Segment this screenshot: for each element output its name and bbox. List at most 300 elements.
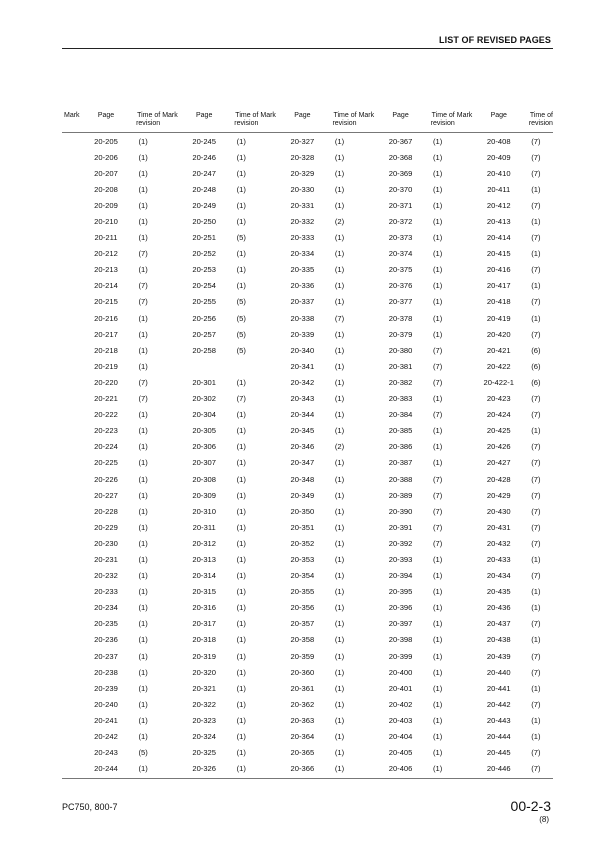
cell-mark (258, 281, 282, 290)
cell-page: 20-317 (192, 619, 217, 629)
cell-page: 20-236 (94, 635, 118, 645)
row-group (258, 362, 356, 371)
cell-page: 20-354 (290, 571, 315, 581)
header-group (160, 112, 258, 128)
cell-mark (62, 410, 86, 419)
cell-mark (357, 652, 381, 661)
cell-time-of-revision: (1) (433, 458, 443, 468)
footer-model: PC750, 800-7 (62, 802, 118, 812)
table-row (62, 680, 553, 696)
cell-time-of-revision: (7) (138, 394, 148, 404)
row-group (160, 700, 258, 709)
cell-page: 20-314 (192, 571, 217, 581)
cell-time-of-revision: (1) (433, 136, 443, 146)
cell-mark (160, 555, 184, 564)
row-group (455, 297, 553, 306)
table-bottom-rule (62, 778, 553, 779)
row-group (455, 716, 553, 725)
cell-mark (455, 587, 479, 596)
table-row (62, 391, 553, 407)
cell-mark (357, 668, 381, 677)
cell-time-of-revision: (1) (236, 619, 246, 629)
table-row (62, 696, 553, 712)
cell-page: 20-422-1 (483, 377, 514, 387)
row-group (455, 426, 553, 435)
row-group (62, 169, 160, 178)
cell-page: 20-374 (388, 249, 413, 259)
row-group (62, 571, 160, 580)
cell-time-of-revision: (1) (433, 683, 443, 693)
row-group (160, 265, 258, 274)
cell-page: 20-388 (388, 474, 413, 484)
cell-mark (62, 748, 86, 757)
row-group (455, 764, 553, 773)
row-group (160, 491, 258, 500)
row-group (455, 668, 553, 677)
header-group (258, 112, 356, 128)
cell-page: 20-418 (486, 297, 511, 307)
cell-mark (62, 507, 86, 516)
cell-time-of-revision: (5) (236, 345, 246, 355)
row-group (62, 249, 160, 258)
cell-mark (455, 716, 479, 725)
cell-mark (357, 507, 381, 516)
table-row (62, 246, 553, 262)
cell-mark (258, 619, 282, 628)
row-group (258, 378, 356, 387)
row-group (357, 668, 455, 677)
cell-mark (258, 265, 282, 274)
cell-time-of-revision: (7) (531, 748, 541, 758)
col-header-time-of-revision (126, 112, 160, 128)
cell-mark (357, 217, 381, 226)
row-group (62, 426, 160, 435)
cell-page: 20-382 (388, 377, 413, 387)
cell-time-of-revision: (1) (334, 522, 345, 532)
row-group (258, 346, 356, 355)
row-group (160, 732, 258, 741)
cell-time-of-revision: (1) (236, 554, 246, 564)
row-group (160, 153, 258, 162)
cell-time-of-revision: (7) (138, 281, 148, 291)
cell-mark (160, 571, 184, 580)
footer-revision: (8) (539, 815, 549, 824)
col-header-time-line2: revision (234, 120, 259, 127)
cell-page: 20-351 (290, 522, 315, 532)
cell-time-of-revision: (1) (236, 474, 246, 484)
cell-time-of-revision: (7) (433, 474, 443, 484)
cell-mark (160, 603, 184, 612)
cell-mark (62, 668, 86, 677)
cell-mark (357, 153, 381, 162)
col-header-time-line2: revision (332, 120, 357, 127)
row-group (455, 732, 553, 741)
table-row (62, 423, 553, 439)
table-row (62, 632, 553, 648)
row-group (62, 185, 160, 194)
cell-page: 20-419 (486, 313, 511, 323)
cell-page: 20-440 (486, 667, 511, 677)
cell-mark (357, 137, 381, 146)
cell-page: 20-246 (192, 152, 217, 162)
row-group (258, 523, 356, 532)
cell-time-of-revision: (1) (138, 571, 148, 581)
cell-page: 20-342 (290, 377, 315, 387)
cell-page: 20-237 (94, 651, 118, 661)
row-group (160, 442, 258, 451)
cell-mark (160, 700, 184, 709)
row-group (62, 748, 160, 757)
cell-page: 20-352 (290, 538, 315, 548)
cell-mark (258, 507, 282, 516)
cell-mark (62, 265, 86, 274)
cell-page: 20-332 (290, 217, 315, 227)
cell-mark (258, 378, 282, 387)
cell-page: 20-415 (486, 249, 511, 259)
cell-page: 20-256 (192, 313, 217, 323)
cell-page: 20-209 (94, 200, 118, 210)
cell-mark (258, 539, 282, 548)
cell-page: 20-337 (290, 297, 315, 307)
cell-mark (258, 668, 282, 677)
cell-mark (62, 153, 86, 162)
header-group (62, 112, 160, 128)
header-group (357, 112, 455, 128)
col-header-mark: Mark (456, 112, 473, 119)
cell-time-of-revision: (1) (138, 732, 148, 742)
cell-mark (160, 426, 184, 435)
cell-time-of-revision: (1) (236, 217, 246, 227)
row-group (357, 652, 455, 661)
cell-page: 20-250 (192, 217, 217, 227)
table-row (62, 728, 553, 744)
cell-page: 20-214 (94, 281, 118, 291)
cell-mark (455, 635, 479, 644)
table-row (62, 600, 553, 616)
cell-mark (258, 555, 282, 564)
cell-time-of-revision: (1) (138, 651, 148, 661)
cell-page: 20-238 (94, 667, 118, 677)
row-group (357, 362, 455, 371)
cell-time-of-revision: (1) (236, 732, 246, 742)
cell-page: 20-441 (486, 683, 511, 693)
header-group (455, 112, 553, 128)
cell-time-of-revision: (1) (334, 136, 345, 146)
row-group (455, 233, 553, 242)
row-group (357, 684, 455, 693)
cell-page: 20-443 (486, 715, 511, 725)
cell-time-of-revision: (1) (236, 603, 246, 613)
row-group (160, 314, 258, 323)
cell-mark (258, 603, 282, 612)
cell-mark (62, 185, 86, 194)
cell-time-of-revision: (1) (138, 152, 148, 162)
cell-mark (357, 603, 381, 612)
cell-page: 20-302 (192, 394, 217, 404)
cell-mark (62, 635, 86, 644)
cell-mark (62, 523, 86, 532)
cell-time-of-revision: (1) (334, 458, 345, 468)
cell-mark (455, 201, 479, 210)
table-row (62, 712, 553, 728)
row-group (160, 539, 258, 548)
row-group (357, 265, 455, 274)
row-group (258, 571, 356, 580)
cell-page: 20-366 (290, 764, 315, 774)
table-row (62, 326, 553, 342)
cell-mark (160, 153, 184, 162)
row-group (357, 153, 455, 162)
cell-time-of-revision: (1) (334, 699, 345, 709)
cell-time-of-revision: (1) (433, 554, 443, 564)
table-row (62, 149, 553, 165)
table-row (62, 648, 553, 664)
cell-time-of-revision: (1) (334, 426, 345, 436)
cell-page: 20-390 (388, 506, 413, 516)
cell-mark (62, 362, 86, 371)
cell-page: 20-442 (486, 699, 511, 709)
cell-page: 20-322 (192, 699, 217, 709)
cell-page: 20-336 (290, 281, 315, 291)
cell-page: 20-212 (94, 249, 118, 259)
cell-time-of-revision: (7) (531, 152, 541, 162)
row-group (455, 458, 553, 467)
row-group (62, 297, 160, 306)
cell-mark (258, 587, 282, 596)
cell-page: 20-384 (388, 410, 413, 420)
row-group (62, 635, 160, 644)
row-group (258, 732, 356, 741)
cell-mark (160, 314, 184, 323)
cell-page: 20-213 (94, 265, 118, 275)
cell-time-of-revision: (7) (433, 522, 443, 532)
cell-time-of-revision: (1) (531, 313, 541, 323)
table-row (62, 535, 553, 551)
cell-time-of-revision: (1) (138, 715, 148, 725)
cell-page: 20-360 (290, 667, 315, 677)
cell-page: 20-431 (486, 522, 511, 532)
cell-mark (357, 394, 381, 403)
cell-time-of-revision: (7) (531, 619, 541, 629)
cell-mark (62, 700, 86, 709)
cell-time-of-revision: (1) (334, 297, 345, 307)
row-group (455, 394, 553, 403)
cell-mark (258, 764, 282, 773)
table-row (62, 358, 553, 374)
row-group (357, 201, 455, 210)
row-group (62, 587, 160, 596)
cell-mark (455, 652, 479, 661)
cell-mark (455, 764, 479, 773)
table-row (62, 439, 553, 455)
cell-page: 20-428 (486, 474, 511, 484)
cell-page: 20-423 (486, 394, 511, 404)
row-group (258, 716, 356, 725)
cell-page: 20-350 (290, 506, 315, 516)
cell-mark (160, 619, 184, 628)
row-group (62, 458, 160, 467)
table-row (62, 294, 553, 310)
cell-time-of-revision: (7) (531, 329, 541, 339)
table-row (62, 519, 553, 535)
cell-time-of-revision: (7) (531, 200, 541, 210)
cell-page: 20-406 (388, 764, 413, 774)
cell-mark (62, 233, 86, 242)
cell-time-of-revision: (1) (334, 667, 345, 677)
row-group (62, 700, 160, 709)
cell-page: 20-343 (290, 394, 315, 404)
cell-mark (357, 684, 381, 693)
cell-time-of-revision: (1) (531, 635, 541, 645)
row-group (455, 330, 553, 339)
cell-time-of-revision: (1) (531, 603, 541, 613)
cell-page: 20-369 (388, 168, 413, 178)
cell-time-of-revision: (1) (236, 377, 246, 387)
cell-mark (62, 426, 86, 435)
cell-page: 20-244 (94, 764, 118, 774)
table-row (62, 374, 553, 390)
cell-time-of-revision: (1) (236, 152, 246, 162)
row-group (62, 732, 160, 741)
cell-page: 20-445 (486, 748, 511, 758)
cell-mark (160, 297, 184, 306)
row-group (357, 217, 455, 226)
cell-time-of-revision: (1) (334, 538, 345, 548)
cell-time-of-revision: (1) (138, 683, 148, 693)
cell-page: 20-377 (388, 297, 413, 307)
row-group (258, 330, 356, 339)
row-group (258, 684, 356, 693)
cell-mark (160, 442, 184, 451)
table-row (62, 213, 553, 229)
row-group (62, 652, 160, 661)
cell-mark (62, 539, 86, 548)
cell-page: 20-329 (290, 168, 315, 178)
cell-mark (455, 137, 479, 146)
cell-page: 20-421 (486, 345, 511, 355)
cell-page: 20-211 (94, 233, 118, 243)
revised-pages-table (62, 108, 553, 779)
cell-page: 20-404 (388, 732, 413, 742)
cell-time-of-revision: (7) (531, 667, 541, 677)
cell-time-of-revision: (1) (433, 715, 443, 725)
cell-page: 20-233 (94, 587, 118, 597)
cell-time-of-revision: (1) (433, 732, 443, 742)
cell-page: 20-408 (486, 136, 511, 146)
cell-time-of-revision: (1) (334, 506, 345, 516)
cell-mark (357, 539, 381, 548)
cell-page: 20-221 (94, 394, 118, 404)
cell-mark (258, 297, 282, 306)
row-group (455, 507, 553, 516)
cell-page: 20-323 (192, 715, 217, 725)
cell-page: 20-425 (486, 426, 511, 436)
cell-page: 20-217 (94, 329, 118, 339)
row-group (455, 169, 553, 178)
cell-time-of-revision: (1) (138, 699, 148, 709)
cell-mark (455, 748, 479, 757)
cell-page: 20-367 (388, 136, 413, 146)
cell-mark (258, 394, 282, 403)
cell-mark (455, 700, 479, 709)
cell-page: 20-364 (290, 732, 315, 742)
cell-page: 20-311 (192, 522, 216, 532)
cell-page: 20-348 (290, 474, 315, 484)
cell-mark (357, 201, 381, 210)
cell-mark (258, 169, 282, 178)
cell-time-of-revision: (1) (138, 233, 148, 243)
cell-mark (455, 169, 479, 178)
cell-time-of-revision: (7) (334, 313, 345, 323)
cell-page: 20-315 (192, 587, 217, 597)
row-group (455, 281, 553, 290)
row-group (62, 491, 160, 500)
cell-mark (62, 732, 86, 741)
cell-mark (62, 346, 86, 355)
cell-mark (160, 458, 184, 467)
cell-page: 20-341 (290, 361, 315, 371)
cell-page: 20-362 (290, 699, 315, 709)
cell-mark (357, 410, 381, 419)
row-group (160, 635, 258, 644)
row-group (258, 426, 356, 435)
cell-mark (62, 330, 86, 339)
cell-time-of-revision: (7) (531, 522, 541, 532)
cell-time-of-revision: (1) (236, 168, 246, 178)
row-group (455, 603, 553, 612)
cell-mark (62, 458, 86, 467)
cell-time-of-revision: (1) (236, 426, 246, 436)
cell-time-of-revision: (1) (334, 361, 345, 371)
row-group (258, 233, 356, 242)
cell-mark (258, 314, 282, 323)
cell-page: 20-410 (486, 168, 511, 178)
page-header-title: LIST OF REVISED PAGES (439, 35, 551, 45)
cell-time-of-revision: (1) (236, 587, 246, 597)
cell-page: 20-401 (388, 683, 413, 693)
cell-mark (160, 539, 184, 548)
row-group (258, 201, 356, 210)
cell-time-of-revision: (6) (531, 361, 541, 371)
table-row (62, 197, 553, 213)
cell-time-of-revision: (1) (334, 651, 345, 661)
cell-time-of-revision: (1) (236, 683, 246, 693)
row-group (62, 378, 160, 387)
cell-mark (357, 491, 381, 500)
row-group (160, 201, 258, 210)
cell-mark (62, 571, 86, 580)
row-group (258, 668, 356, 677)
cell-page: 20-392 (388, 538, 413, 548)
row-group (62, 523, 160, 532)
cell-page: 20-306 (192, 442, 217, 452)
cell-page: 20-243 (94, 748, 118, 758)
row-group (62, 265, 160, 274)
cell-mark (258, 475, 282, 484)
cell-mark (357, 426, 381, 435)
row-group (258, 442, 356, 451)
cell-mark (357, 587, 381, 596)
cell-mark (62, 587, 86, 596)
cell-time-of-revision: (1) (138, 184, 148, 194)
cell-time-of-revision: (1) (138, 200, 148, 210)
table-row (62, 471, 553, 487)
cell-page: 20-310 (192, 506, 217, 516)
cell-page: 20-365 (290, 748, 315, 758)
row-group (455, 346, 553, 355)
row-group (258, 619, 356, 628)
cell-mark (258, 249, 282, 258)
